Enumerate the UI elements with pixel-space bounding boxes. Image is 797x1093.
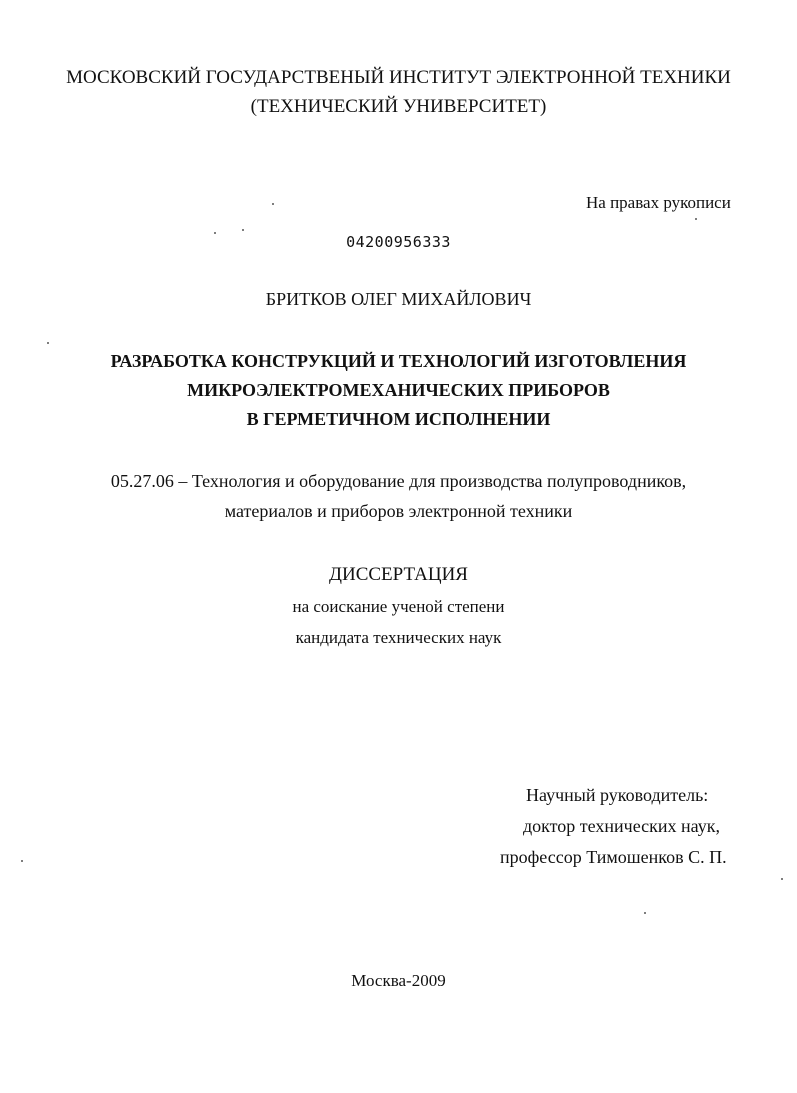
scan-speck <box>272 203 274 205</box>
scan-speck <box>242 229 244 231</box>
degree-line-2: кандидата технических наук <box>295 628 502 647</box>
scan-speck <box>214 232 216 234</box>
author-name: БРИТКОВ ОЛЕГ МИХАЙЛОВИЧ <box>265 289 532 309</box>
scan-speck <box>47 342 49 344</box>
advisor-name: профессор Тимошенков С. П. <box>500 847 727 867</box>
degree-line-1: на соискание ученой степени <box>292 597 505 616</box>
scan-speck <box>781 878 783 880</box>
institute-name: МОСКОВСКИЙ ГОСУДАРСТВЕНЫЙ ИНСТИТУТ ЭЛЕКТРОННОЙ ТЕХНИКИ <box>66 67 731 88</box>
advisor-title: доктор технических наук, <box>523 816 720 836</box>
specialty-line-1: 05.27.06 – Технология и оборудование для производства полупроводников, <box>110 471 687 491</box>
city-year: Москва-2009 <box>351 971 446 990</box>
registration-number: 04200956333 <box>346 233 451 251</box>
thesis-title-line-3: В ГЕРМЕТИЧНОМ ИСПОЛНЕНИИ <box>246 409 551 429</box>
thesis-title-line-1: РАЗРАБОТКА КОНСТРУКЦИЙ И ТЕХНОЛОГИЙ ИЗГОТОВЛЕНИЯ <box>110 351 687 371</box>
scan-speck <box>695 218 697 220</box>
manuscript-rights: На правах рукописи <box>586 193 731 212</box>
scan-speck <box>644 912 646 914</box>
institute-subtitle: (ТЕХНИЧЕСКИЙ УНИВЕРСИТЕТ) <box>250 96 547 117</box>
document-type: ДИССЕРТАЦИЯ <box>329 564 468 585</box>
specialty-line-2: материалов и приборов электронной техники <box>224 501 573 521</box>
advisor-heading: Научный руководитель: <box>526 785 709 805</box>
thesis-title-line-2: МИКРОЭЛЕКТРОМЕХАНИЧЕСКИХ ПРИБОРОВ <box>187 380 610 400</box>
scan-speck <box>21 860 23 862</box>
